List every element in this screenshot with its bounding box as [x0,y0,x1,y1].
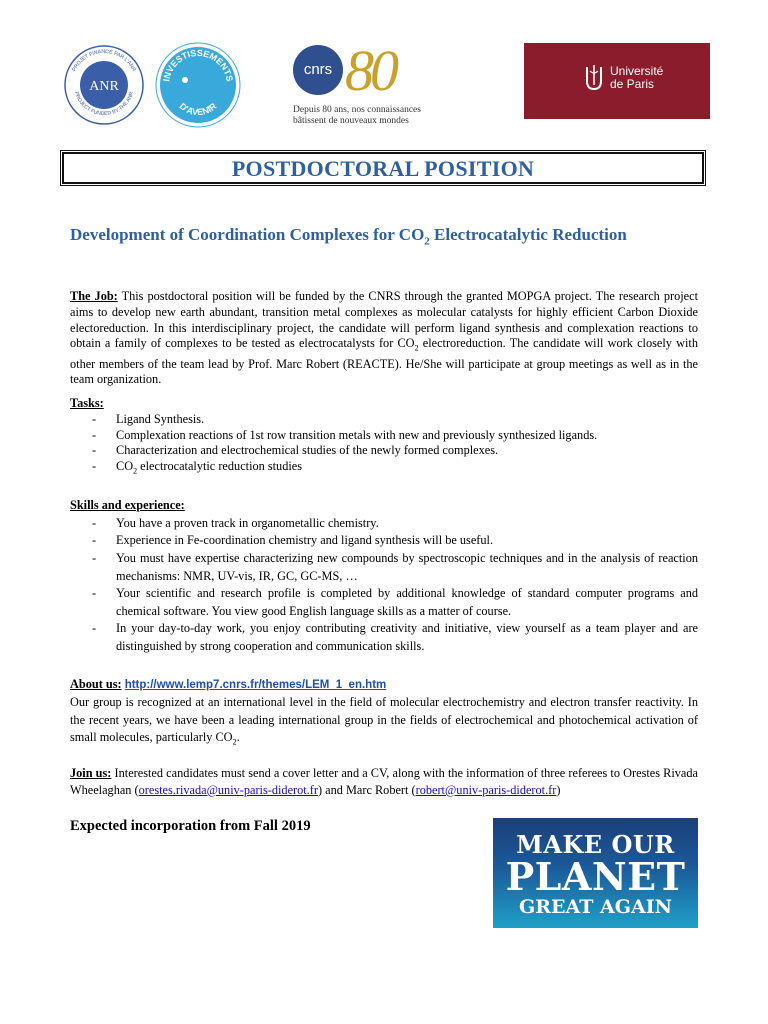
make-our-planet-great-again-badge: MAKE OUR PLANET GREAT AGAIN [493,818,698,928]
svg-text:ANR: ANR [89,79,119,94]
list-item: - You must have expertise characterizing new compounds by spectroscopic techniques and in the analysis of reaction mechanisms: NMR, UV-vis, IR, GC, GC-MS, … [70,550,698,585]
university-crest-icon [584,63,604,93]
job-label: The Job: [70,289,118,303]
cnrs-80-logo [293,38,473,129]
job-text: This postdoctoral position will be funded by the CNRS through the granted MOPGA project. The research project aims to develop new earth abundant, transition metal complexes as molecular catalysts for highly efficient Carbon Dioxide electoreduction. In this interdisciplinary project, the candidate will perform ligand synthesis and complexation reactions to obtain a family of complexes to be tested as electrocatalysts for CO [70,289,698,351]
list-item: - You have a proven track in organometallic chemistry. [70,515,698,533]
page-title: POSTDOCTORAL POSITION [231,156,535,181]
email-link-orestes[interactable]: orestes.rivada@univ-paris-diderot.fr [138,783,318,797]
universite-de-paris-logo [524,43,710,119]
join-label: Join us: [70,766,112,780]
job-section: The Job: This postdoctoral position will be funded by the CNRS through the granted MOPGA project. The research project aims to develop new earth abundant, transition metal complexes as molecular catalysts for highly efficient Carbon Dioxide electoreduction. In this interdisciplinary project, the candidate will perform ligand synthesis and complexation reactions to obtain a family of complexes to be tested as electrocatalysts for $CO_2$ electroreduction. The candidate will work closely with other members of the team lead by Prof. Marc Robert (REACTE). He/She will participate at group meetings as well as in the team organization. [70,289,698,387]
universite-de-paris-text: Université de Paris [610,64,664,91]
about-label: About us: [70,677,122,691]
cnrs-80-mark: 80 [345,38,395,103]
list-item: - Experience in Fe-coordination chemistry and ligand synthesis will be useful. [70,532,698,550]
cnrs-mark: cnrs [293,45,343,95]
join-section: Join us: Interested candidates must send a cover letter and a CV, along with the information of three referees to Orestes Rivada Wheelaghan (orestes.rivada@univ-paris-diderot.fr) and Marc Robert (robert@univ-paris-diderot.fr) [70,766,698,797]
about-section [70,676,698,751]
lab-website-link[interactable]: http://www.lemp7.cnrs.fr/themes/LEM_1_en.htm [124,679,387,691]
tasks-label: Tasks: [70,396,104,410]
list-item: - Characterization and electrochemical studies of the newly formed complexes. [70,443,698,459]
about-text: Our group is recognized at an international level in the field of molecular electrochemistry and electron transfer reactivity. In the recent years, we have been a leading international group in the fields of electrochemical and photochemical activation of small molecules, particularly $CO_2$. [70,695,698,747]
svg-text:PROJECT FUNDED BY THE ANR: PROJECT FUNDED BY THE ANR [72,91,136,118]
svg-text:INVESTISSEMENTS: INVESTISSEMENTS [161,47,235,83]
job-text-continued: electroreduction. The candidate will work closely with other members of the team lead by Prof. Marc Robert (REACTE). He/She will participate at group meetings as well as in the team organization. [70,336,698,387]
svg-text:D'AVENIR: D'AVENIR [177,101,219,118]
logo-row [60,40,720,130]
title-box [62,152,704,184]
list-item: - In your day-to-day work, you enjoy contributing creativity and initiative, view yourself as a team player and are distinguished by strong cooperation and communication skills. [70,620,698,655]
tasks-list [70,412,698,480]
cnrs-tagline: Depuis 80 ans, nos connaissances bâtissent de nouveaux mondes [293,105,421,126]
investissements-davenir-logo [155,42,241,128]
list-item: - Complexation reactions of 1st row transition metals with new and previously synthesized ligands. [70,428,698,444]
tasks-section [70,396,698,479]
anr-logo [63,44,145,126]
skills-list [70,515,698,656]
email-link-robert[interactable]: robert@univ-paris-diderot.fr [415,783,557,797]
expected-start-date: Expected incorporation from Fall 2019 [70,818,311,834]
list-item: - Ligand Synthesis. [70,412,698,428]
skills-section [70,498,698,656]
list-item: - Your scientific and research profile is completed by additional knowledge of standard computer programs and chemical software. You view good English language skills as a matter of course. [70,585,698,620]
list-item: - $CO_2$ electrocatalytic reduction studies [70,459,698,479]
position-subtitle: Development of Coordination Complexes for $CO_2$ Electrocatalytic Reduction [70,225,627,248]
skills-label: Skills and experience: [70,498,185,512]
svg-text:PROJET FINANCÉ PAR L'ANR: PROJET FINANCÉ PAR L'ANR [71,48,137,73]
